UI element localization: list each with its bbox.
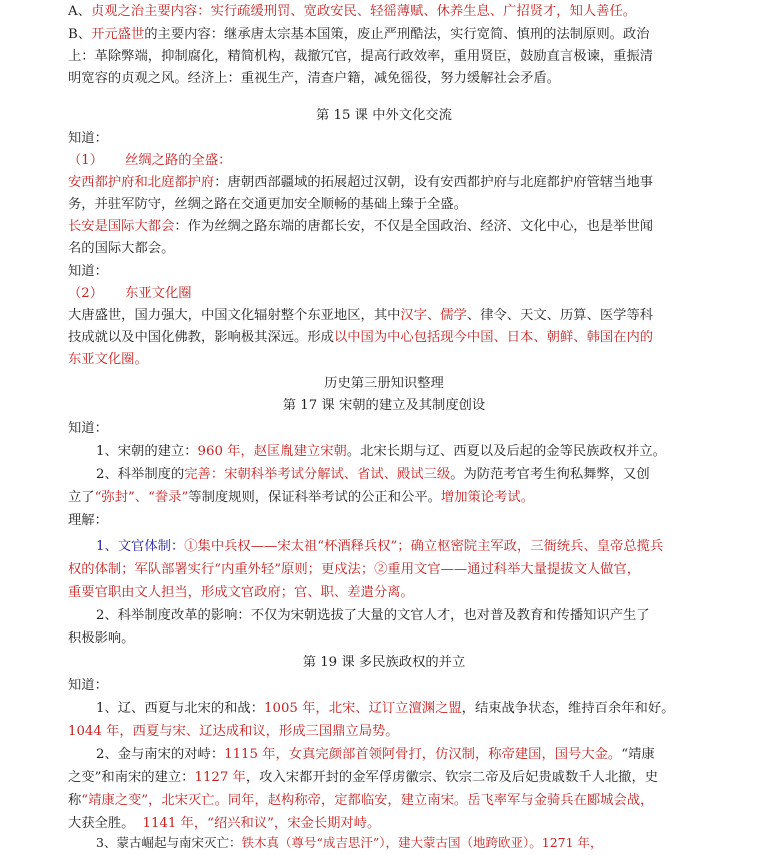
l19-k1c: ，结束战争状态，维持百余年和好。 [461,701,675,716]
lesson19-k1-cont: 1044 年，西夏与宋、辽达成和议，形成三国鼎立局势。 [68,724,399,739]
lesson17-u2-cont: 积极影响。 [68,631,135,646]
label-a: A、 [68,4,91,19]
lesson17-u1 [96,536,718,558]
lesson15-title: 第 15 课 中外文化交流 [316,108,452,123]
lesson17-u2: 2、科举制度改革的影响：不仅为宋朝选拔了大量的文官人才，也对普及教育和传播知识产生了 [96,608,650,623]
para-b-line2: 上：革除弊端，抑制腐化，精简机构，裁撤冗官，提高行政效率，重用贤臣，鼓励直言极谏，重振清 [68,49,654,64]
l19-k2j: 大获全胜。 [68,816,135,831]
s2-line2b: 以中国为中心包括现今中国、日本、朝鲜、韩国在内的 [333,330,654,345]
k2c: 。为防范考官考生徇私舞弊，又创 [450,467,650,482]
l19-k3b: 铁木真（尊号“成吉思汗”），建大蒙古国（地跨欧亚）。1271 年， [241,835,603,850]
l19-k2b: 1115 年，女真完颜部首领阿骨打，仿汉制，称帝建国，国号大金。 [224,747,622,762]
s1-line3: ：作为丝绸之路东端的唐都长安，不仅是全国政治、经济、文化中心，也是举世闻 [174,219,654,234]
lesson19-k1 [96,698,718,720]
lesson15-know2: 知道： [68,264,108,279]
kaiyuan-label: 开元盛世 [91,27,145,42]
para-b-line1 [68,24,718,46]
lesson17-know: 知道： [68,421,108,436]
s2-line2a: 技成就以及中国化佛教，影响极其深远。形成 [68,330,334,345]
lesson17-title: 第 17 课 宋朝的建立及其制度创设 [282,398,486,413]
lesson19-k3 [96,833,718,853]
u1a: 1、文官体制： [96,539,185,554]
lesson15-s1-line1 [68,172,718,194]
lesson19-know: 知道： [68,678,108,693]
k2b: 完善：宋朝科举考试分解试、省试、殿试三级 [184,467,451,482]
u1b: ①集中兵权——宋太祖“杯酒释兵权”；确立枢密院主军政，三衙统兵、皇帝总揽兵 [184,539,664,554]
k2e: “弥封”、“誊录” [94,490,189,505]
changan-text: 长安是国际大都会 [68,219,175,234]
k2f: 等制度规则，保证科举考试的公正和公平。 [188,490,441,505]
trailer [68,0,69,1]
l19-k2h: “靖康之变”，北宋灭亡。同年，赵构称帝，定都临安，建立南宋。 [81,793,468,808]
lesson17-k2 [96,464,718,486]
lesson19-k2-cont3 [68,813,718,835]
l19-k1a: 1、辽、西夏与北宋的和战： [96,701,265,716]
l19-k2i: 岳飞率军与金骑兵在郾城会战， [467,793,654,808]
s1-title: 丝绸之路的全盛： [125,153,232,168]
s1-line1: ：唐朝西部疆域的拓展超过汉朝，设有安西都护府与北庭都护府管辖当地事 [214,175,654,190]
lesson15-s1-line4: 名的国际大都会。 [68,241,175,256]
l19-k2c: “靖康 [621,747,655,762]
s2-title: 东亚文化圈 [125,286,192,301]
k1c: 。北宋长期与辽、西夏以及后起的金等民族政权并立。 [346,444,666,459]
s2-line1c: 、律令、天文、历算、医学等科 [466,308,654,323]
lesson15-s1-line2: 务，并驻军防守，丝绸之路在交通更加安全顺畅的基础上臻于全盛。 [68,197,467,212]
l19-k1b: 1005 年，北宋、辽订立澶渊之盟 [264,701,462,716]
lesson19-title: 第 19 课 多民族政权的并立 [302,655,466,670]
kaiyuan-text1: 的主要内容：继承唐太宗基本国策，废止严刑酷法，实行宽简、慎刑的法制原则。政治 [144,27,650,42]
zhenguan-text: 贞观之治主要内容：实行疏缓刑罚、宽政安民、轻徭薄赋、休养生息、广招贤才，知人善任。 [90,4,637,19]
s1-num: （1） [68,153,104,168]
lesson19-k2-cont2 [68,790,718,812]
duhu-text: 安西都护府和北庭都护府 [68,175,215,190]
lesson19-k2-cont [68,767,718,789]
k2d: 立了 [68,490,95,505]
lesson15-s2-line2 [68,327,718,349]
k2a: 2、科举制度的 [96,467,185,482]
l19-k2g: 称 [68,793,82,808]
l19-k2d: 之变”和南宋的建立： [68,770,195,785]
l19-k3a: 3、蒙古崛起与南宋灭亡： [96,835,242,850]
k1b: 960 年，赵匡胤建立宋朝 [197,444,347,459]
lesson15-s1-heading [68,150,718,172]
l19-k2a: 2、金与南宋的对峙： [96,747,225,762]
lesson15-s1-line3 [68,216,718,238]
lesson17-u1-cont: 权的体制；军队部署实行“内重外轻”原则；更戍法；②重用文官——通过科举大量提拔文人做官， [68,562,641,577]
k1a: 1、宋朝的建立： [96,444,198,459]
s2-num: （2） [68,286,104,301]
label-b: B、 [68,27,92,42]
l19-k2k: 1141 年，“绍兴和议”，宋金长期对峙。 [142,816,381,831]
lesson15-s2-line3: 东亚文化圈。 [68,352,148,367]
lesson19-k2 [96,744,718,766]
lesson15-s2-heading [68,283,718,305]
k2g: 增加策论考试。 [440,490,534,505]
s2-line1a: 大唐盛世，国力强大，中国文化辐射整个东亚地区，其中 [68,308,401,323]
lesson17-k1 [96,441,718,463]
para-b-line3: 明宽容的贞观之风。经济上：重视生产，清查户籍，减免徭役，努力缓解社会矛盾。 [68,71,560,86]
lesson17-u1-cont2: 重要官职由文人担当，形成文官政府；官、职、差遣分离。 [68,585,414,600]
l19-k2f: ，攻入宋都开封的金军俘虏徽宗、钦宗二帝及后妃贵戚数千人北撤，史 [245,770,659,785]
l19-k2e: 1127 年 [194,770,246,785]
lesson15-s2-line1 [68,305,718,327]
lesson17-understand: 理解： [68,513,108,528]
lesson15-know1: 知道： [68,131,108,146]
s2-line1b: 汉字、儒学 [400,308,467,323]
lesson17-k2-cont [68,487,718,509]
para-a [68,1,718,23]
book3-title: 历史第三册知识整理 [324,376,444,391]
